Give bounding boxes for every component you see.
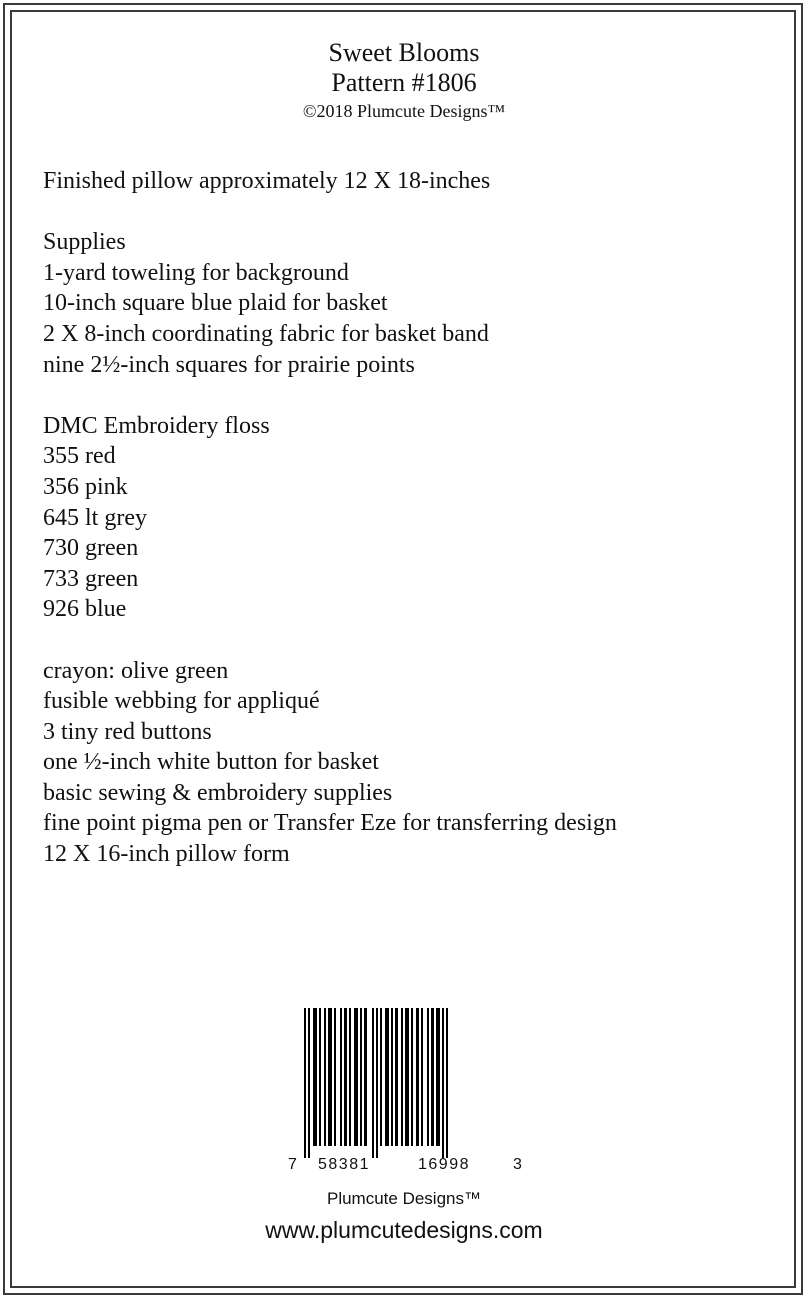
spacer <box>43 197 783 228</box>
supply-item: nine 2½-inch squares for prairie points <box>43 351 415 378</box>
supply-item: 10-inch square blue plaid for basket <box>43 290 388 317</box>
spacer <box>43 380 783 411</box>
barcode-bar <box>349 1008 351 1146</box>
other-supply-item: fine point pigma pen or Transfer Eze for transferring design <box>43 810 617 837</box>
barcode-bar <box>319 1008 321 1146</box>
other-supply-item: one ½-inch white button for basket <box>43 749 379 776</box>
floss-item: 730 green <box>43 535 139 562</box>
supply-list <box>43 166 783 870</box>
supplies-heading: Supplies <box>43 229 126 256</box>
other-supply-item: 12 X 16-inch pillow form <box>43 841 290 868</box>
floss-heading: DMC Embroidery floss <box>43 412 270 439</box>
barcode-bar <box>391 1008 393 1146</box>
barcode-bar <box>395 1008 398 1146</box>
barcode-bar <box>360 1008 362 1146</box>
other-supply-item: basic sewing & embroidery supplies <box>43 779 393 806</box>
pattern-number: Pattern #1806 <box>331 68 477 97</box>
other-supply-item: fusible webbing for appliqué <box>43 688 320 715</box>
barcode-bar <box>411 1008 413 1146</box>
spacer <box>43 625 783 656</box>
floss-item: 733 green <box>43 565 139 592</box>
footer-brand: Plumcute Designs™ <box>326 1189 481 1208</box>
barcode-bar <box>431 1008 434 1146</box>
barcode-digit-right: 3 <box>513 1156 524 1173</box>
page-title: Sweet Blooms <box>328 38 480 67</box>
barcode-bar <box>405 1008 409 1146</box>
barcode-bar <box>401 1008 403 1146</box>
barcode-digit-left: 7 <box>288 1156 299 1173</box>
floss-item: 356 pink <box>43 473 128 500</box>
barcode-bar <box>436 1008 440 1146</box>
floss-item: 355 red <box>43 443 116 470</box>
barcode-bars <box>288 1008 528 1158</box>
barcode-digits-group2: 16998 <box>418 1156 470 1173</box>
barcode-bar <box>324 1008 326 1146</box>
barcode-bar <box>442 1008 444 1158</box>
barcode-bar <box>304 1008 306 1158</box>
other-supply-item: crayon: olive green <box>43 657 229 684</box>
supply-item: 2 X 8-inch coordinating fabric for basket band <box>43 320 489 347</box>
barcode-bar <box>340 1008 342 1146</box>
floss-item: 926 blue <box>43 596 127 623</box>
barcode-bar <box>376 1008 378 1158</box>
barcode-bar <box>354 1008 358 1146</box>
barcode-bar <box>308 1008 310 1158</box>
barcode-bar <box>364 1008 367 1146</box>
barcode-bar <box>334 1008 336 1146</box>
footer-url: www.plumcutedesigns.com <box>265 1217 543 1243</box>
barcode-digits-group1: 58381 <box>318 1156 370 1173</box>
copyright-line: ©2018 Plumcute Designs™ <box>302 101 506 121</box>
supply-item: 1-yard toweling for background <box>43 259 349 286</box>
barcode-bar <box>344 1008 347 1146</box>
barcode <box>288 1008 528 1178</box>
floss-item: 645 lt grey <box>43 504 147 531</box>
barcode-bar <box>446 1008 448 1158</box>
barcode-bar <box>385 1008 389 1146</box>
barcode-bar <box>328 1008 332 1146</box>
barcode-bar <box>313 1008 317 1146</box>
other-supply-item: 3 tiny red buttons <box>43 718 212 745</box>
barcode-bar <box>421 1008 423 1146</box>
header <box>0 38 808 122</box>
barcode-bar <box>380 1008 382 1146</box>
intro-line: Finished pillow approximately 12 X 18-inches <box>43 168 491 194</box>
barcode-bar <box>372 1008 374 1158</box>
barcode-bar <box>416 1008 419 1146</box>
barcode-bar <box>427 1008 429 1146</box>
